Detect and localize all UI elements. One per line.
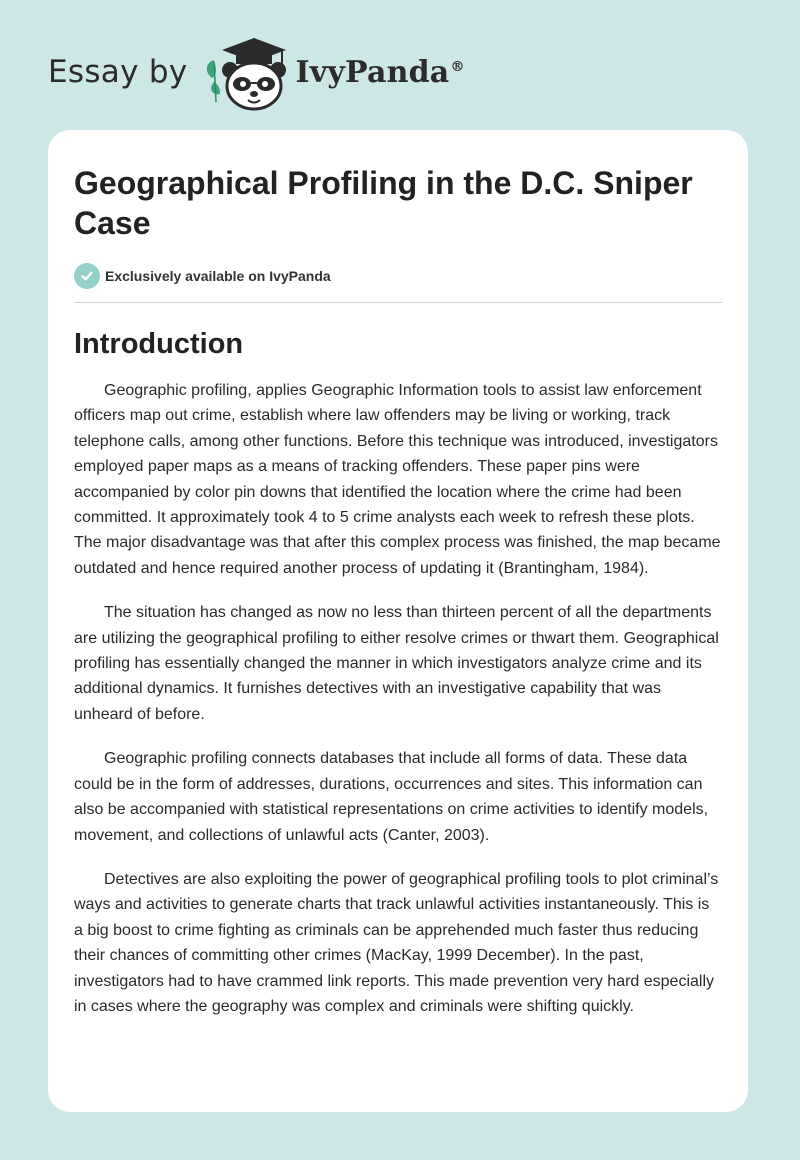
divider (74, 302, 722, 303)
paragraph: Geographic profiling connects databases that include all forms of data. These data could be in the form of addresses, durations, occurrences and sites. This information can also be accompanied with statistical representations on crime activities to identify models, movement, and collections of unlawful acts (Canter, 2003). (74, 750, 709, 844)
paragraph: The situation has changed as now no less than thirteen percent of all the departments are utilizing the geographical profiling to either resolve crimes or thwart them. Geographical profiling has essentially changed the manner in which investigators analyze crime and its additional dynamics. It furnishes detectives with an investigative capability that was unheard of before. (74, 604, 719, 723)
check-icon (74, 263, 100, 289)
section-title: Introduction (74, 328, 244, 360)
panda-graduate-icon (202, 32, 288, 112)
essay-card (48, 130, 748, 1112)
paragraph: Detectives are also exploiting the power of geographical profiling tools to plot criminal’s ways and activities to generate charts that track unlawful activities instantaneously. This is a big boost to crime fighting as criminals can be apprehended much faster thus reducing their chances of committing other crimes (MacKay, 1999 December). In the past, investigators had to have crammed link reports. This made prevention very hard especially in cases where the geography was complex and criminals were shifting quickly. (74, 870, 719, 1015)
site-header (48, 32, 465, 112)
exclusive-badge (74, 263, 722, 289)
brand-name: IvyPanda® (295, 54, 465, 90)
essay-by-label: Essay by (48, 54, 188, 90)
registered-mark: ® (450, 58, 465, 75)
badge-text: Exclusively available on IvyPanda (105, 268, 331, 284)
page-title: Geographical Profiling in the D.C. Sniper Case (74, 165, 693, 241)
paragraph: Geographic profiling, applies Geographic Information tools to assist law enforcement officers map out crime, establish where law offenders may be living or working, track telephone calls, among other functions. Before this technique was introduced, investigators employed paper maps as a means of tracking offenders. These paper pins were accompanied by color pin downs that identified the location where the crime had been committed. It approximately took 4 to 5 crime analysts each week to refresh these plots. The major disadvantage was that after this complex process was finished, the map became outdated and hence required another process of updating it (Brantingham, 1984). (74, 382, 721, 577)
